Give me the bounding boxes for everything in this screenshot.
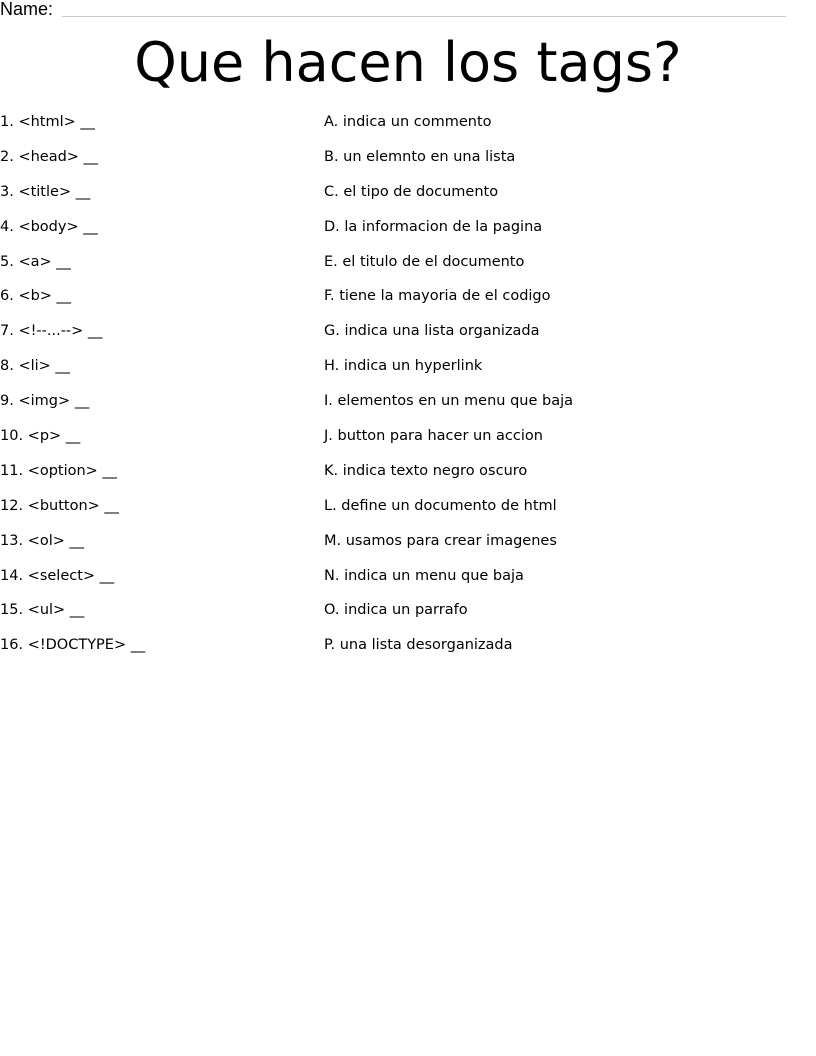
question-item: 8. <li> __ — [0, 358, 70, 375]
question-item: 3. <title> __ — [0, 183, 91, 200]
question-item: 1. <html> __ — [0, 114, 95, 130]
question-item: 12. <button> __ — [0, 497, 119, 514]
name-field[interactable] — [0, 0, 786, 20]
answer-item: L. define un documento de html — [324, 497, 557, 514]
answer-item: D. la informacion de la pagina — [324, 218, 543, 235]
answer-list — [324, 112, 573, 670]
question-item: 5. <a> __ — [0, 253, 71, 270]
question-item: 13. <ol> __ — [0, 532, 84, 549]
answer-item: O. indica un parrafo — [324, 602, 468, 619]
question-item: 9. <img> __ — [0, 393, 90, 410]
answer-item: H. indica un hyperlink — [324, 358, 483, 375]
question-item: 6. <b> __ — [0, 288, 72, 305]
question-item: 7. <!--...--> __ — [0, 323, 103, 340]
answer-item: M. usamos para crear imagenes — [324, 532, 557, 549]
answer-item: P. una lista desorganizada — [324, 637, 513, 654]
answer-item: F. tiene la mayoria de el codigo — [324, 288, 551, 305]
answer-item: A. indica un commento — [324, 114, 492, 130]
question-list — [0, 112, 145, 670]
name-underline[interactable] — [62, 16, 786, 17]
answer-item: E. el titulo de el documento — [324, 253, 525, 270]
answer-item: B. un elemnto en una lista — [324, 148, 516, 165]
name-label: Name: — [0, 0, 54, 19]
question-item: 16. <!DOCTYPE> __ — [0, 637, 146, 654]
answer-item: I. elementos en un menu que baja — [324, 393, 573, 410]
question-item: 4. <body> __ — [0, 218, 98, 235]
question-item: 10. <p> __ — [0, 428, 81, 445]
question-item: 15. <ul> __ — [0, 602, 85, 619]
answer-item: G. indica una lista organizada — [324, 323, 540, 340]
answer-item: C. el tipo de documento — [324, 183, 499, 200]
question-item: 11. <option> __ — [0, 462, 117, 479]
question-item: 2. <head> __ — [0, 148, 99, 165]
question-item: 14. <select> __ — [0, 567, 115, 584]
worksheet-title: Que hacen los tags? — [134, 31, 682, 94]
answer-item: N. indica un menu que baja — [324, 567, 524, 584]
answer-item: J. button para hacer un accion — [324, 428, 543, 445]
answer-item: K. indica texto negro oscuro — [324, 462, 528, 479]
